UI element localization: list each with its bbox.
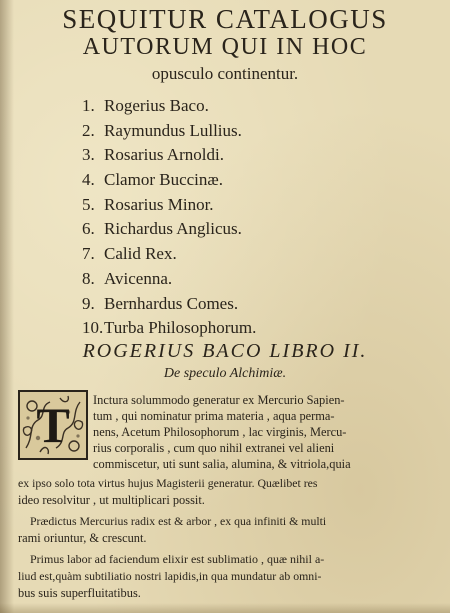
catalog-heading-line-2: AUTORUM QUI IN HOC [82, 34, 368, 60]
catalog-item [82, 193, 256, 218]
catalog-item-name: Calid Rex. [104, 244, 177, 264]
body-line: commiscetur, uti sunt salia, alumina, & vitriola,quia [93, 457, 351, 471]
catalog-item [82, 242, 256, 267]
catalog-item-number: 1. [82, 96, 95, 115]
body-line: tum , qui nominatur prima materia , aqua perma- [93, 409, 335, 423]
catalog-item-name: Avicenna. [104, 268, 173, 288]
page-gutter-shadow [0, 0, 14, 613]
drop-cap-letter: T [36, 397, 70, 453]
catalog-item-number: 9. [82, 293, 95, 313]
catalog-item [82, 94, 256, 119]
catalog-item-number: 3. [82, 145, 95, 165]
author-catalog-list [82, 94, 256, 341]
catalog-item [82, 119, 256, 144]
body-line: bus suis superfluitatibus. [18, 586, 141, 600]
catalog-item-number: 10. [82, 318, 104, 338]
section-subtitle: De speculo Alchimiæ. [163, 366, 287, 381]
body-line: Prædictus Mercurius radix est & arbor , ex qua infiniti & multi [30, 514, 327, 528]
catalog-item [82, 292, 256, 317]
body-line: Inctura solummodo generatur ex Mercurio Sapien- [93, 393, 345, 407]
catalog-item-number: 5. [82, 194, 95, 214]
catalog-item-number: 8. [82, 268, 95, 288]
catalog-item [82, 168, 256, 193]
catalog-item-name: Rosarius Minor. [104, 194, 214, 214]
catalog-item-number: 4. [82, 170, 95, 190]
catalog-item [82, 316, 256, 341]
body-line: Primus labor ad faciendum elixir est sublimatio , quæ nihil a- [30, 552, 325, 566]
catalog-item [82, 143, 256, 168]
floral-ornament-icon [20, 392, 86, 458]
catalog-item-name: Raymundus Lullius. [104, 120, 242, 140]
body-line: ideo resolvitur , ut multiplicari possit. [18, 493, 205, 507]
catalog-heading-line-1: SEQUITUR CATALOGUS [62, 4, 388, 34]
body-line: rami oriuntur, & crescunt. [18, 531, 147, 545]
body-line: nens, Acetum Philosophorum , lac virginis, Mercu- [93, 425, 347, 439]
page-bottom-shadow [0, 603, 450, 613]
body-line: ex ipso solo tota virtus hujus Magisterii generatur. Quælibet res [18, 476, 318, 490]
body-line: liud est,quàm subtiliatio nostri lapidis,in qua mundatur ab omni- [18, 569, 322, 583]
catalog-item [82, 267, 256, 292]
catalog-item-name: Rosarius Arnoldi. [104, 145, 224, 165]
catalog-item-name: Richardus Anglicus. [104, 219, 242, 239]
catalog-heading-line-3: opusculo continentur. [151, 64, 299, 83]
catalog-item [82, 217, 256, 242]
catalog-item-name: Clamor Buccinæ. [104, 170, 223, 190]
catalog-item-number: 7. [82, 244, 95, 264]
body-line: rius corporalis , cum quo nihil extranei vel alieni [93, 441, 335, 455]
section-title: ROGERIUS BACO LIBRO II. [82, 340, 368, 362]
catalog-item-name: Turba Philosophorum. [104, 318, 257, 338]
catalog-item-name: Rogerius Baco. [104, 96, 209, 115]
ornamental-drop-cap [18, 390, 88, 460]
catalog-item-number: 2. [82, 120, 95, 140]
catalog-item-name: Bernhardus Comes. [104, 293, 239, 313]
catalog-item-number: 6. [82, 219, 95, 239]
